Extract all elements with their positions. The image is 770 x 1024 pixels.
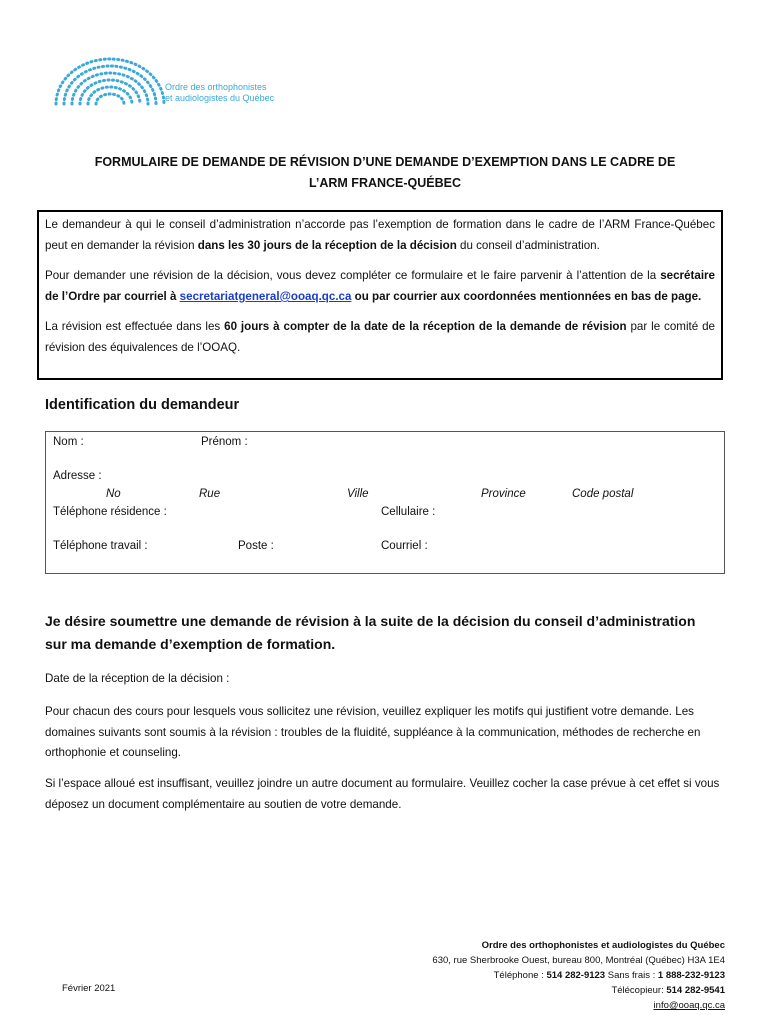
intro-p1-end: du conseil d’administration.	[456, 239, 600, 252]
form-title	[40, 152, 730, 194]
logo-text	[165, 82, 274, 104]
code-postal-label: Code postal	[572, 488, 634, 500]
footer-address: 630, rue Sherbrooke Ouest, bureau 800, Montréal (Québec) H3A 1E4	[432, 955, 725, 966]
revision-heading-line1: Je désire soumettre une demande de révision à la suite de la décision du conseil d’administration	[45, 613, 696, 629]
intro-p2-text: Pour demander une révision de la décision, vous devez compléter ce formulaire et le faire parvenir à l’attention de la	[45, 269, 661, 282]
footer-fax-label: Télécopieur:	[611, 985, 667, 996]
logo-name-line2: et audiologistes du Québec	[165, 93, 275, 103]
footer-fax-row	[432, 983, 725, 998]
identification-heading: Identification du demandeur	[45, 397, 240, 413]
date-reception-label[interactable]: Date de la réception de la décision :	[45, 672, 230, 685]
title-line1: FORMULAIRE DE DEMANDE DE RÉVISION D’UNE DEMANDE D’EXEMPTION DANS LE CADRE DE	[94, 155, 676, 169]
province-label: Province	[481, 488, 526, 500]
footer-tel: 514 282-9123	[546, 970, 606, 981]
tel-residence-label[interactable]: Téléphone résidence :	[53, 506, 167, 518]
courriel-label[interactable]: Courriel :	[381, 540, 428, 552]
footer-email-link[interactable]: info@ooaq.qc.ca	[653, 1000, 725, 1011]
logo-name-line1: Ordre des orthophonistes	[165, 82, 267, 92]
tel-travail-label[interactable]: Téléphone travail :	[53, 540, 148, 552]
ville-label: Ville	[347, 488, 369, 500]
intro-p1-deadline: dans les 30 jours de la réception de la décision	[197, 239, 457, 252]
instructions-paragraph: Pour chacun des cours pour lesquels vous sollicitez une révision, veuillez expliquer les motifs qui justifient votre demande. Les domaines suivants sont soumis à la révision : troubles de la fluidité, suppléance à la communication, méthodes de recherche en orthophonie et counseling.	[45, 705, 701, 759]
intro-paragraph-2	[45, 265, 715, 307]
footer-contact	[432, 938, 725, 1013]
footer-free: 1 888-232-9123	[657, 970, 725, 981]
intro-p2-secretary: secrétaire de l’Ordre par courriel à	[45, 269, 715, 303]
footer-free-label: Sans frais :	[605, 970, 658, 981]
intro-p1-text: Le demandeur à qui le conseil d’administration n’accorde pas l’exemption de formation dans le cadre de l’ARM France-Québec peut en demander la révision	[45, 218, 715, 252]
intro-box	[37, 210, 723, 380]
intro-p3-end: par le comité de révision des équivalences de l’OOAQ.	[45, 320, 715, 354]
nom-label[interactable]: Nom :	[53, 436, 84, 448]
adresse-label[interactable]: Adresse :	[53, 470, 102, 482]
cellulaire-label[interactable]: Cellulaire :	[381, 506, 436, 518]
footer-org: Ordre des orthophonistes et audiologistes du Québec	[481, 940, 725, 951]
title-line2: L’ARM FRANCE-QUÉBEC	[308, 176, 462, 190]
footer-tel-label: Téléphone :	[493, 970, 547, 981]
intro-p2-end: ou par courrier aux coordonnées mentionnées en bas de page.	[351, 290, 702, 303]
intro-p3-deadline: 60 jours à compter de la date de la réception de la demande de révision	[224, 320, 627, 333]
supplementary-document-paragraph: Si l’espace alloué est insuffisant, veuillez joindre un autre document au formulaire. Veuillez cocher la case prévue à cet effet si vous déposez un document complémentaire au soutien de votre demande.	[45, 777, 720, 811]
revision-heading-line2: sur ma demande d’exemption de formation.	[45, 636, 336, 652]
footer-fax: 514 282-9541	[666, 985, 725, 996]
identification-box	[45, 431, 725, 574]
poste-label[interactable]: Poste :	[238, 540, 274, 552]
footer-date: Février 2021	[62, 983, 116, 994]
secretariat-email-link[interactable]: secretariatgeneral@ooaq.qc.ca	[179, 290, 352, 303]
intro-paragraph-3	[45, 316, 715, 358]
prenom-label[interactable]: Prénom :	[201, 436, 248, 448]
no-label: No	[106, 488, 121, 500]
revision-request-heading	[45, 610, 735, 656]
intro-paragraph-1	[45, 214, 715, 256]
rue-label: Rue	[199, 488, 221, 500]
intro-p3-text: La révision est effectuée dans les	[45, 320, 225, 333]
footer-phones	[432, 968, 725, 983]
